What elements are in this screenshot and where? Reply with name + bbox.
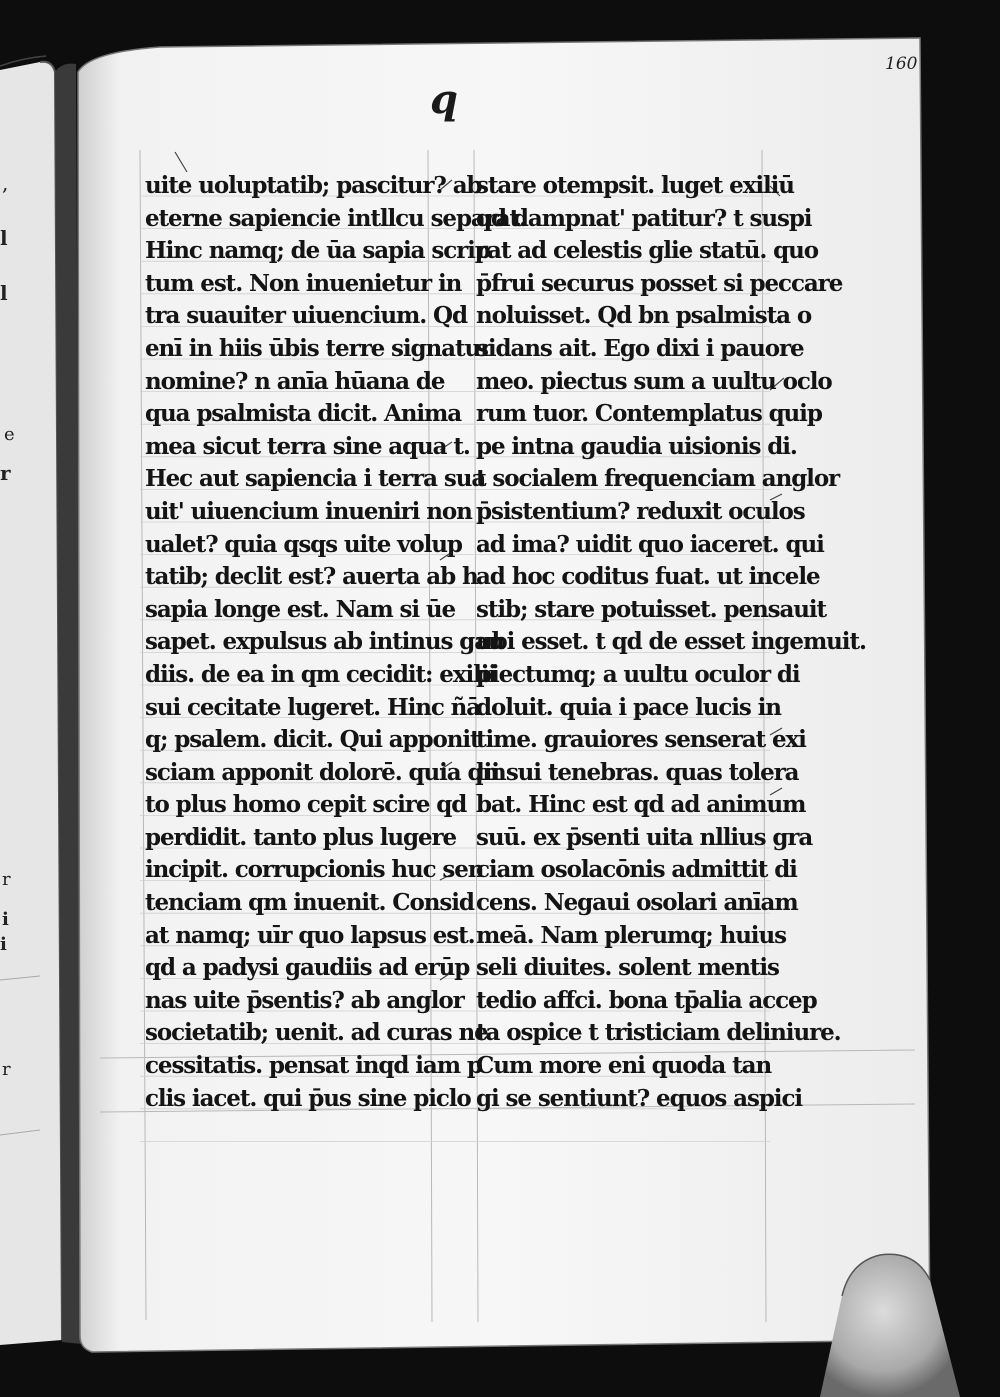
text-line: mea sicut terra sine aqua t.	[145, 432, 470, 460]
text-line: p̄sistentium? reduxit oculos	[476, 497, 805, 525]
text-line: q; psalem. dicit. Qui apponit	[145, 726, 480, 754]
folio-number: 160	[885, 54, 918, 74]
text-line: sui cecitate lugeret. Hinc ñā	[145, 693, 481, 721]
right-text-column	[476, 170, 866, 1115]
text-line: tra suauiter uiuencium. Qd	[145, 302, 467, 330]
text-line: perdidit. tanto plus lugere	[145, 823, 457, 851]
text-line: pe intna gaudia uisionis di.	[476, 432, 797, 460]
text-line: ualet? quia qsqs uite volup	[145, 530, 462, 558]
text-line: uit' uiuencium inueniri non	[145, 497, 472, 525]
text-line: Cum more eni quoda tan	[476, 1052, 772, 1080]
text-line: Hinc namq; de ūa sapia scrip	[145, 237, 490, 265]
text-line: nomine? n anīa hūana de	[145, 367, 445, 395]
text-line: piectumq; a uultu oculor di	[476, 660, 800, 688]
text-line: qd a padysi gaudiis ad erūp	[145, 954, 470, 982]
text-line: ubi esset. t qd de esset ingemuit.	[476, 628, 866, 656]
text-line: cessitatis. pensat inqd iam p	[145, 1052, 482, 1080]
text-line: sapet. expulsus ab intinus gau	[145, 628, 504, 656]
text-line: sciam apponit dolorē. quia qm	[145, 758, 506, 786]
text-line: doluit. quia i pace lucis in	[476, 693, 781, 721]
text-line: stare otempsit. luget exiliū	[476, 172, 794, 199]
text-line: cens. Negaui osolari anīam	[476, 889, 798, 917]
text-line: sapia longe est. Nam si ūe	[145, 595, 456, 623]
text-line: stib; stare potuisset. pensauit	[476, 595, 827, 623]
text-line: ad ima? uidit quo iaceret. qui	[476, 530, 824, 558]
text-line: eterne sapiencie intllcu separat.	[145, 204, 526, 232]
text-line: bat. Hinc est qd ad animum	[476, 791, 806, 819]
text-line: uite uoluptatib; pascitur? ab	[145, 172, 482, 199]
text-line: p̄frui securus posset si peccare	[476, 269, 843, 297]
text-line: Hec aut sapiencia i terra sua	[145, 465, 486, 493]
svg-text:r: r	[2, 869, 11, 890]
text-line: meā. Nam plerumq; huius	[476, 921, 786, 949]
svg-text:r: r	[0, 461, 11, 485]
text-line: seli diuites. solent mentis	[476, 954, 779, 982]
text-line: qd dampnat' patitur? t suspi	[476, 204, 812, 232]
text-line: tenciam qm inuenit. Consid	[145, 889, 474, 917]
text-line: rum tuor. Contemplatus quip	[476, 400, 822, 428]
text-line: at namq; uīr quo lapsus est.	[145, 921, 475, 949]
text-line: tatib; declit est? auerta ab h	[145, 563, 478, 591]
previous-page-edge	[0, 56, 62, 1345]
text-line: qua psalmista dicit. Anima	[145, 400, 462, 428]
text-line: ad hoc coditus fuat. ut incele	[476, 563, 820, 591]
text-line: sidans ait. Ego dixi i pauore	[476, 334, 804, 362]
text-line: t socialem frequenciam anglor	[476, 465, 840, 493]
text-line: diis. de ea in qm cecidit: exilii	[145, 660, 496, 688]
left-text-column	[145, 170, 526, 1115]
svg-text:l: l	[0, 226, 8, 250]
text-line: nas uite p̄sentis? ab anglor	[145, 986, 464, 1014]
svg-text:,: ,	[2, 171, 9, 195]
text-line: time. grauiores senserat exi	[476, 726, 806, 754]
quire-mark: q	[430, 76, 458, 123]
text-line: ciam osolacōnis admittit di	[476, 856, 797, 884]
svg-text:i: i	[0, 934, 7, 955]
text-line: gi se sentiunt? equos aspici	[476, 1084, 802, 1112]
svg-text:i: i	[2, 909, 9, 930]
svg-text:e: e	[4, 424, 15, 445]
svg-text:l: l	[0, 281, 8, 305]
text-line: incipit. corrupcionis huc sen	[145, 856, 484, 884]
text-line: suū. ex p̄senti uita nllius gra	[476, 823, 813, 851]
text-line: lii sui tenebras. quas tolera	[476, 758, 799, 786]
text-line: tedio affci. bona tp̄alia accep	[476, 986, 817, 1014]
text-line: to plus homo cepit scire qd	[145, 791, 467, 819]
text-line: meo. piectus sum a uultu oclo	[476, 367, 832, 395]
text-line: ta ospice t tristiciam deliniure.	[476, 1019, 841, 1047]
text-line: tum est. Non inuenietur in	[145, 269, 462, 297]
text-line: clis iacet. qui p̄us sine piclo	[145, 1084, 471, 1112]
text-line: noluisset. Qd bn psalmista o	[476, 302, 812, 330]
text-line: societatib; uenit. ad curas ne	[145, 1019, 488, 1047]
text-line: enī in hiis ūbis terre signatur	[145, 334, 492, 362]
svg-text:r: r	[2, 1059, 11, 1080]
text-line: rat ad celestis glie statū. quo	[476, 237, 818, 265]
